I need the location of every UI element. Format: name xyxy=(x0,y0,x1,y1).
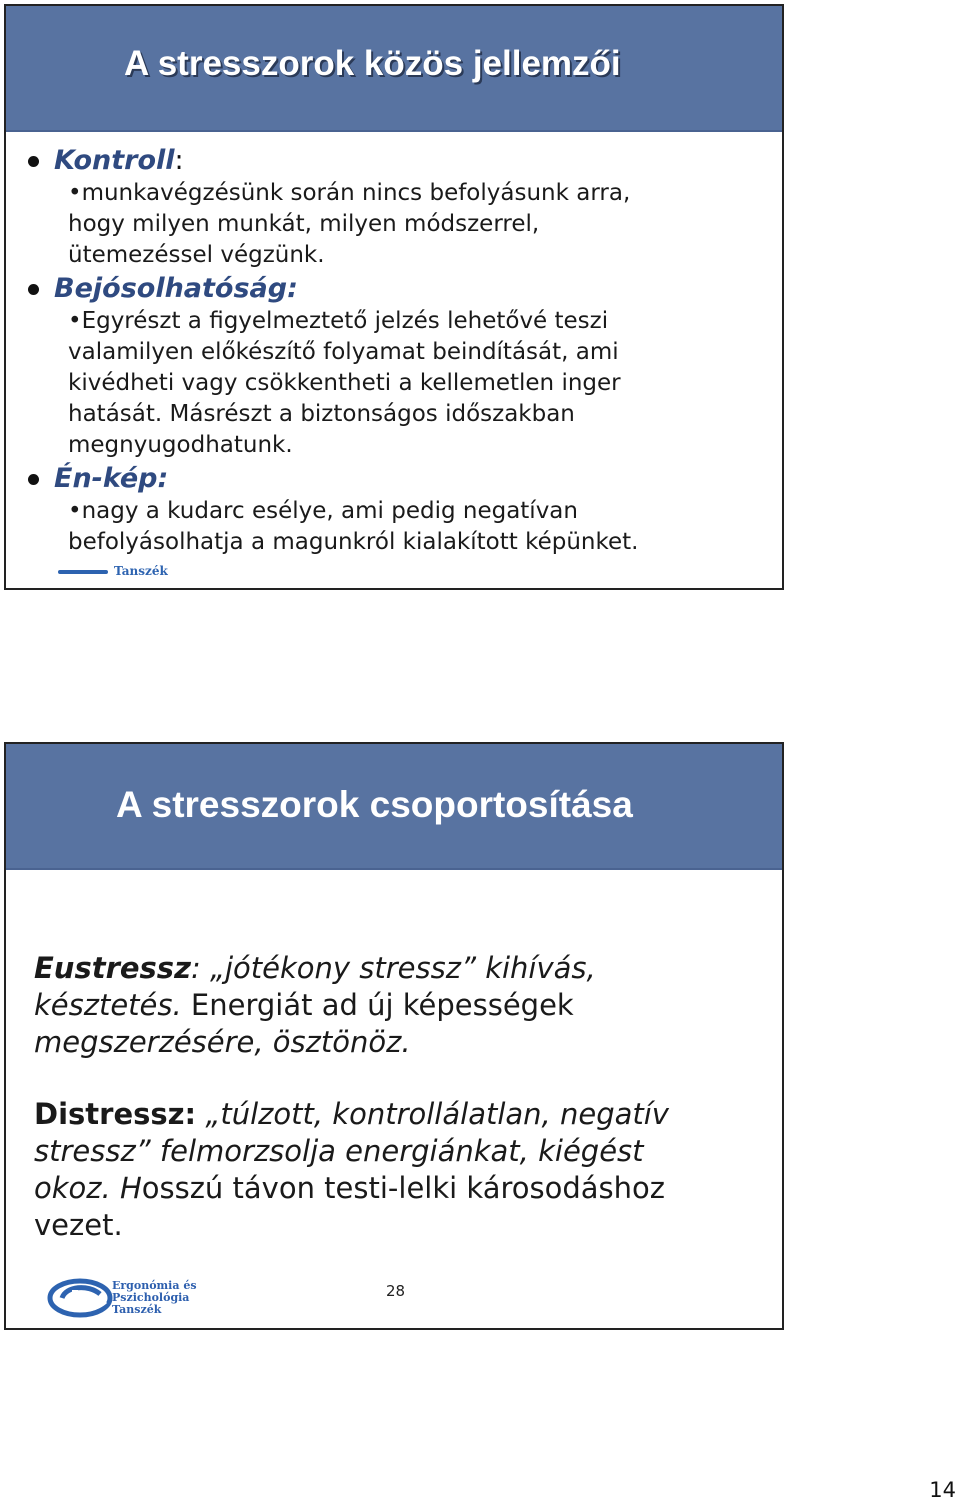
bullet-dot xyxy=(28,284,39,295)
distress-term: Distressz: xyxy=(34,1097,197,1131)
slide-title: A stresszorok közös jellemzői xyxy=(124,44,621,83)
logo-partial: Tanszék xyxy=(58,570,158,586)
bullet-item-kontroll xyxy=(6,144,776,271)
bullet-dot xyxy=(28,156,39,167)
bullet-item-en-kep xyxy=(6,462,776,558)
bullet-heading: Bejósolhatóság: xyxy=(54,273,298,304)
page-number: 14 xyxy=(929,1478,956,1502)
slide-top xyxy=(4,4,784,590)
eustress-term: Eustressz xyxy=(34,951,191,985)
bullet-item-bejoslhatosag xyxy=(6,272,776,461)
slide-title: A stresszorok csoportosítása xyxy=(116,784,633,825)
bullet-text: •nagy a kudarc esélye, ami pedig negatívan befolyásolhatja a magunkról kialakított képünket. xyxy=(68,498,639,555)
bullet-heading: Kontroll: xyxy=(54,145,184,176)
bullet-dot xyxy=(28,474,39,485)
logo-text: Ergonómia és Pszichológia Tanszék xyxy=(112,1279,197,1316)
bullet-text: •Egyrészt a figyelmeztető jelzés lehetővé teszi valamilyen előkészítő folyamat beindítását, ami kivédheti vagy csökkentheti a kellemetlen inger hatását. Másrészt a biztonságos időszakban megnyugodhatunk. xyxy=(68,308,621,458)
slide-number: 28 xyxy=(386,1282,406,1300)
bullet-list xyxy=(6,144,776,559)
bullet-text: •munkavégzésünk során nincs befolyásunk arra, hogy milyen munkát, milyen módszerrel, ütemezéssel végzünk. xyxy=(68,180,631,268)
bullet-heading: Én-kép: xyxy=(54,463,169,494)
distress-paragraph: Distressz: „túlzott, kontrollálatlan, negatív stressz” felmorzsolja energiánkat, kiégést okoz. Hosszú távon testi-lelki károsodáshoz vezet. xyxy=(34,1097,669,1242)
slide-bottom xyxy=(4,742,784,1330)
eustress-paragraph: Eustressz: „jótékony stressz” kihívás, késztetés. Energiát ad új képességek megszerzésére, ösztönöz. xyxy=(34,951,596,1059)
